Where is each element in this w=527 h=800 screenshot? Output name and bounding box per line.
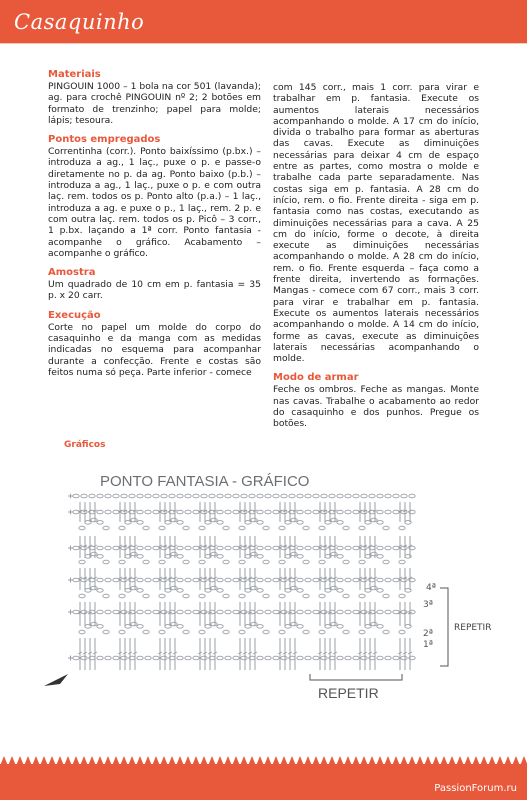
- watermark: PassionForum.ru: [434, 783, 517, 794]
- start-arrow-icon: [44, 674, 68, 686]
- header-rule: [0, 43, 527, 47]
- modo-text: Feche os ombros. Feche as mangas. Monte nas cavas. Trabalhe o acabamento ao redor do casaquinho e dos punhos. Pregue os botões.: [273, 384, 479, 430]
- repetir-side-bracket: [440, 588, 448, 666]
- row-label-1: 1ª: [423, 640, 433, 650]
- pontos-heading: Pontos empregados: [48, 134, 161, 146]
- amostra-text: Um quadrado de 10 cm em p. fantasia = 35 p. x 20 carr.: [48, 279, 261, 302]
- page-header: [0, 0, 527, 46]
- row-label-3: 3ª: [423, 600, 433, 610]
- materiais-heading: Materiais: [48, 69, 101, 80]
- modo-heading: Modo de armar: [273, 372, 359, 384]
- materiais-text: PINGOUIN 1000 – 1 bola na cor 501 (lavanda); ag. para crochê PINGOUIN nº 2; 2 botões em formato de trenzinho; papel para molde; lápis; tesoura.: [48, 81, 261, 126]
- graficos-label: Gráficos: [64, 440, 106, 450]
- pontos-text: Correntinha (corr.). Ponto baixíssimo (p.bx.) – introduza a ag., 1 laç., puxe o p. e passe-o diretamente no p. da ag. Ponto baixo (p.b.) – introduza a ag., 1 laç., puxe o p. e com outra laç. rem. todos os p. Ponto alto (p.a.) – 1 laç., introduza a ag. e puxe o p., 1 laç., rem. 2 p. e com outra laç. rem. todos os p. Picô – 3 corr., 1 p.bx. laçando a 1ª corr. Ponto fantasia - acompanhe o gráfico. Acabamento – acompanhe o gráfico.: [48, 146, 261, 259]
- chart-title: PONTO FANTASIA - GRÁFICO: [100, 473, 310, 490]
- amostra-heading: Amostra: [48, 267, 96, 279]
- page-title: Casaquinho: [14, 10, 145, 34]
- execucao-continued-text: com 145 corr., mais 1 corr. para virar e trabalhar em p. fantasia. Execute os aumentos laterais necessários acompanhando o molde. A 17 cm do início, divida o trabalho para formar as aberturas das cavas. Execute as diminuições necessárias para deixar 4 cm de espaço entre as partes, como mostra o molde e trabalhe cada parte separadamente. Nas costas siga em p. fantasia. A 28 cm do início, rem. o fio. Frente direita - siga em p. fantasia como nas costas, executando as diminuições necessárias para a cava. A 25 cm do início, forme o decote, à direita execute as diminuições necessárias acompanhando o molde. A 28 cm do início, rem. o fio. Frente esquerda – faça como a frente direita, invertendo as formações. Mangas - comece com 67 corr., mais 3 corr. para virar e trabalhar em p. fantasia. Execute os aumentos laterais necessários acompanhando o molde. A 14 cm do início, forme as cavas, execute as diminuições laterais necessárias acompanhando o molde.: [273, 82, 479, 365]
- crochet-chart-svg: [40, 462, 510, 712]
- right-column: [273, 82, 479, 438]
- chart-symbols: [68, 494, 415, 671]
- execucao-text: Corte no papel um molde do corpo do casaquinho e da manga com as medidas indicadas no esquema para acompanhar durante a confecção. Frente e costas são feitos numa só peça. Parte inferior - comece: [48, 321, 261, 378]
- crochet-chart: [40, 462, 510, 712]
- execucao-heading: Execução: [48, 309, 101, 321]
- repetir-bottom-bracket: [310, 674, 402, 680]
- repetir-bottom-label: REPETIR: [318, 685, 379, 701]
- footer-band: [0, 764, 527, 800]
- repetir-side-label: REPETIR: [454, 623, 492, 633]
- row-label-4: 4ª: [426, 583, 436, 593]
- row-label-2: 2ª: [423, 629, 433, 639]
- left-column: [48, 69, 261, 386]
